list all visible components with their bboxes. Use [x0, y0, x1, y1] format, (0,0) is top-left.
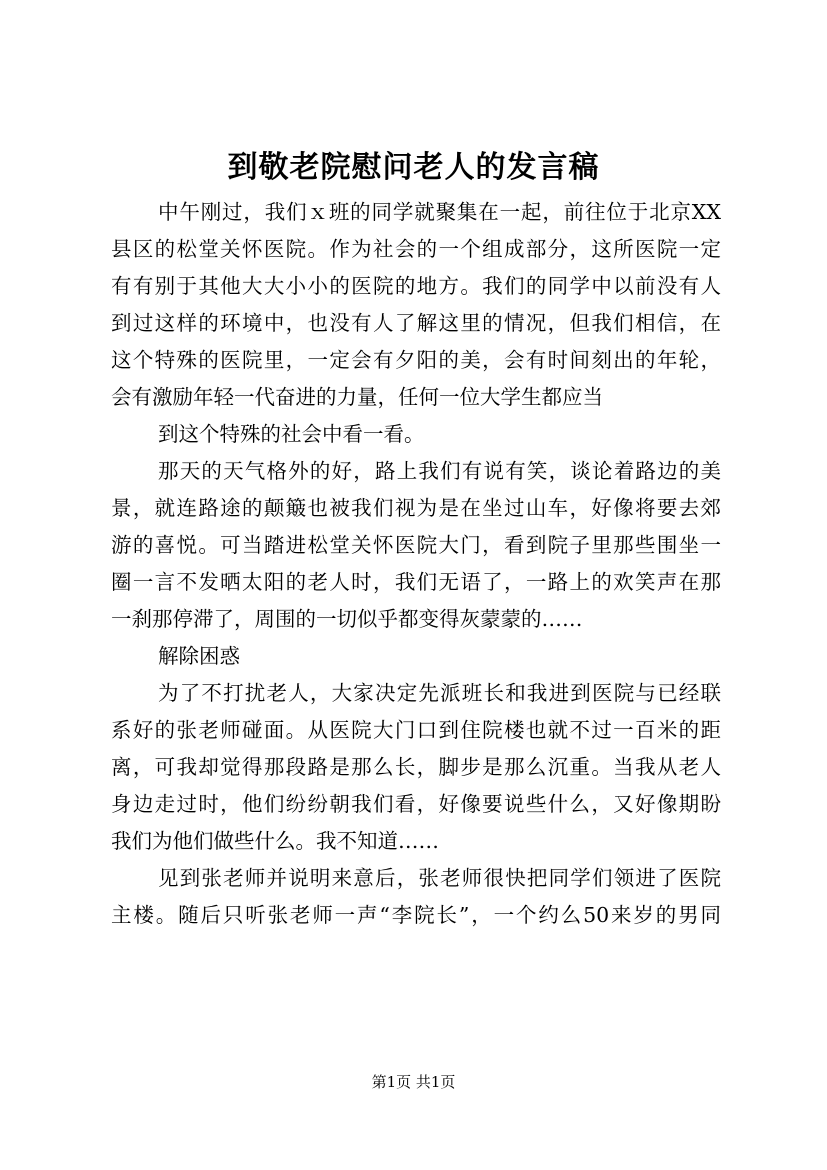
document-body: [111, 194, 721, 934]
text-line: 见到张老师并说明来意后，张老师很快把同学们领进了医院: [158, 866, 721, 890]
text-line: 游的喜悦。可当踏进松堂关怀医院大门，看到院子里那些围坐一: [111, 533, 721, 557]
text-line: 离，可我却觉得那段路是那么长，脚步是那么沉重。当我从老人: [111, 755, 721, 779]
text-line: 会有激励年轻一代奋进的力量，任何一位大学生都应当: [111, 385, 603, 409]
text-line: 系好的张老师碰面。从医院大门口到住院楼也就不过一百米的距: [111, 718, 721, 742]
text-line: 到这个特殊的社会中看一看。: [158, 422, 425, 446]
text-line: 中午刚过，我们ｘ班的同学就聚集在一起，前往位于北京XX: [158, 200, 721, 224]
text-line: 有有别于其他大大小小的医院的地方。我们的同学中以前没有人: [111, 274, 721, 298]
text-line: 主楼。随后只听张老师一声“李院长”，一个约么50来岁的男同: [111, 903, 721, 927]
text-line: 那天的天气格外的好，路上我们有说有笑，谈论着路边的美: [158, 459, 721, 483]
text-line: 圈一言不发晒太阳的老人时，我们无语了，一路上的欢笑声在那: [111, 570, 721, 594]
text-line: 身边走过时，他们纷纷朝我们看，好像要说些什么，又好像期盼: [111, 792, 721, 816]
page-footer: 第1页 共1页: [371, 1073, 456, 1091]
text-line: 为了不打扰老人，大家决定先派班长和我进到医院与已经联: [158, 681, 721, 705]
text-line: 这个特殊的医院里，一定会有夕阳的美，会有时间刻出的年轮，: [111, 348, 721, 372]
document-title: 到敬老院慰问老人的发言稿: [227, 150, 600, 185]
text-line: 景，就连路途的颠簸也被我们视为是在坐过山车，好像将要去郊: [111, 496, 721, 520]
text-line: 到过这样的环境中，也没有人了解这里的情况，但我们相信，在: [111, 311, 721, 335]
section-heading: 解除困惑: [158, 644, 240, 668]
text-line: 县区的松堂关怀医院。作为社会的一个组成部分，这所医院一定: [111, 237, 721, 261]
text-line: 我们为他们做些什么。我不知道……: [111, 829, 439, 853]
text-line: 一刹那停滞了，周围的一切似乎都变得灰蒙蒙的……: [111, 607, 583, 631]
